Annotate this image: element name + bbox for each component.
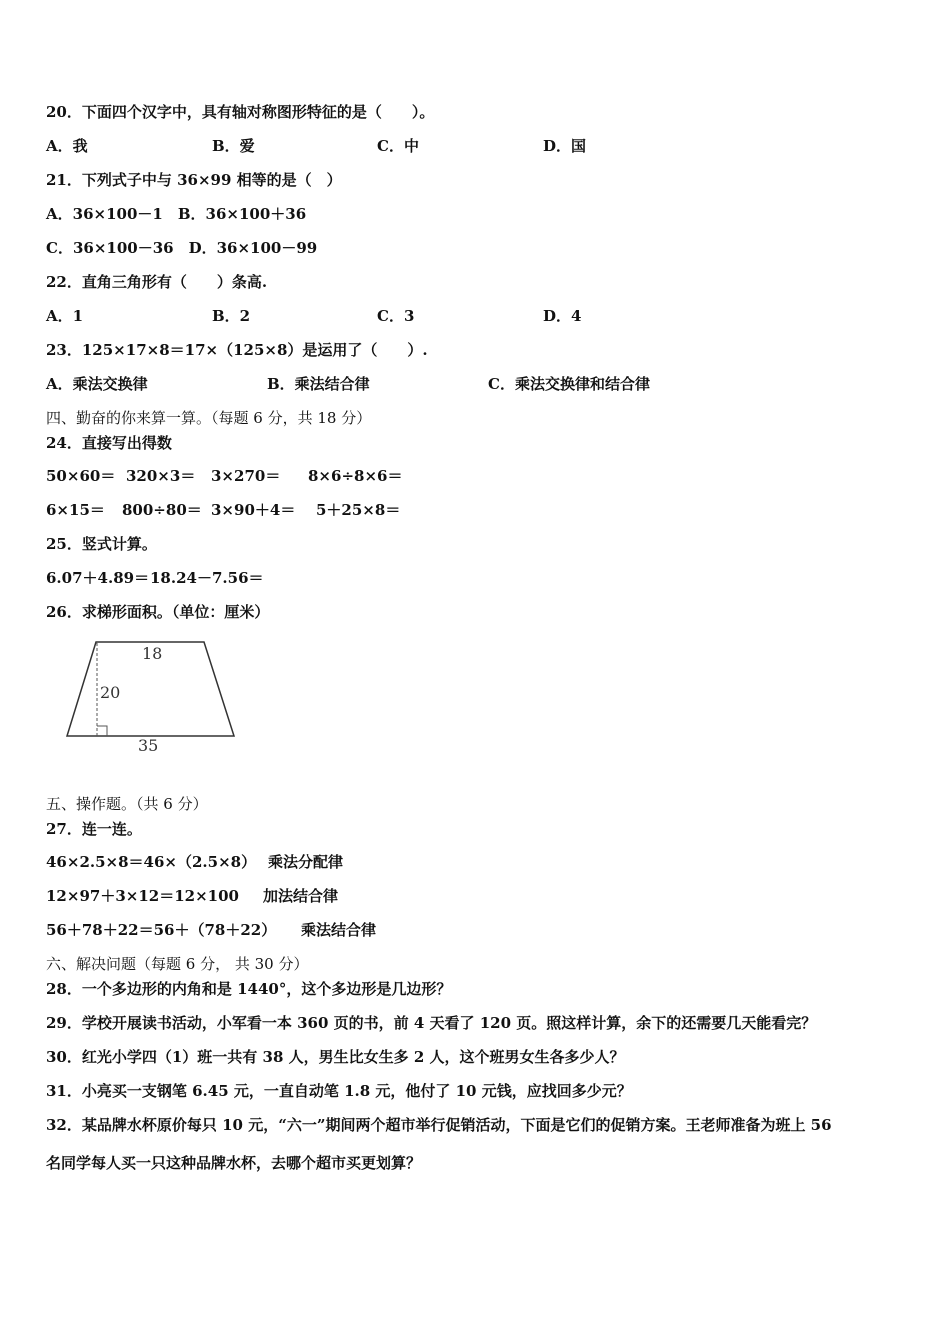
q31-text: 31．小亮买一支钢笔 6.45 元，一直自动笔 1.8 元，他付了 10 元钱，应找回多少元？ [46,1082,632,1100]
q20-option-b[interactable]: B．爱 [212,137,255,155]
q32-line1: 32．某品牌水杯原价每只 10 元，“六一”期间两个超市举行促销活动，下面是它们的促销方案。王老师准备为班上 56 [46,1116,832,1134]
q20-option-d[interactable]: D．国 [543,137,587,155]
q23-option-a[interactable]: A．乘法交换律 [46,375,148,393]
q24-item: 3×90＋4＝ [211,501,296,519]
q24-item: 5＋25×8＝ [316,501,401,519]
q29-text: 29．学校开展读书活动，小军看一本 360 页的书，前 4 天看了 120 页。照这样计算，余下的还需要几天能看完？ [46,1014,817,1032]
q27-right-item[interactable]: 加法结合律 [263,887,339,905]
q24-item: 50×60＝ [46,467,116,485]
q27-stem: 27．连一连。 [46,820,142,838]
q25-stem: 25．竖式计算。 [46,535,157,553]
q27-right-item[interactable]: 乘法分配律 [268,853,344,871]
right-angle-mark [97,726,107,736]
q24-stem: 24．直接写出得数 [46,434,172,452]
section-5-heading: 五、操作题。（共 6 分） [46,795,208,813]
q26-stem: 26．求梯形面积。（单位：厘米） [46,603,270,621]
q23-option-c[interactable]: C．乘法交换律和结合律 [488,375,650,393]
q24-item: 8×6÷8×6＝ [308,467,403,485]
q22-option-a[interactable]: A．1 [46,307,84,325]
q22-stem: 22．直角三角形有（ ）条高. [46,273,268,291]
q27-left-item[interactable]: 12×97＋3×12＝12×100 [46,887,239,905]
q24-item: 3×270＝ [211,467,281,485]
q25-item: 18.24－7.56＝ [150,569,264,587]
q22-option-d[interactable]: D．4 [543,307,582,325]
trapezoid-figure [60,634,245,756]
q21-options-row1[interactable]: A．36×100－1 B．36×100＋36 [46,205,307,223]
q28-text: 28．一个多边形的内角和是 1440°，这个多边形是几边形？ [46,980,452,998]
q27-left-item[interactable]: 46×2.5×8＝46×（2.5×8） [46,853,257,871]
q24-item: 800÷80＝ [122,501,202,519]
q20-option-c[interactable]: C．中 [377,137,419,155]
q20-option-a[interactable]: A．我 [46,137,88,155]
q23-option-b[interactable]: B．乘法结合律 [267,375,370,393]
q22-option-c[interactable]: C．3 [377,307,415,325]
section-4-heading: 四、勤奋的你来算一算。（每题 6 分，共 18 分） [46,409,372,427]
height-label: 20 [100,683,121,702]
q24-item: 6×15＝ [46,501,105,519]
q23-stem: 23．125×17×8＝17×（125×8）是运用了（ ）. [46,341,428,359]
q24-item: 320×3＝ [126,467,196,485]
q22-option-b[interactable]: B．2 [212,307,251,325]
q27-right-item[interactable]: 乘法结合律 [301,921,377,939]
section-6-heading: 六、解决问题（每题 6 分， 共 30 分） [46,955,309,973]
top-base-label: 18 [142,644,163,663]
q21-stem: 21．下列式子中与 36×99 相等的是（ ） [46,171,342,189]
q21-options-row2[interactable]: C．36×100－36 D．36×100－99 [46,239,318,257]
q25-item: 6.07＋4.89＝ [46,569,150,587]
q27-left-item[interactable]: 56＋78＋22＝56＋（78＋22） [46,921,277,939]
q30-text: 30．红光小学四（1）班一共有 38 人，男生比女生多 2 人，这个班男女生各多少人？ [46,1048,625,1066]
q20-stem: 20．下面四个汉字中，具有轴对称图形特征的是（ ）。 [46,103,435,121]
q32-line2: 名同学每人买一只这种品牌水杯，去哪个超市买更划算？ [46,1154,422,1172]
bottom-base-label: 35 [138,736,159,755]
